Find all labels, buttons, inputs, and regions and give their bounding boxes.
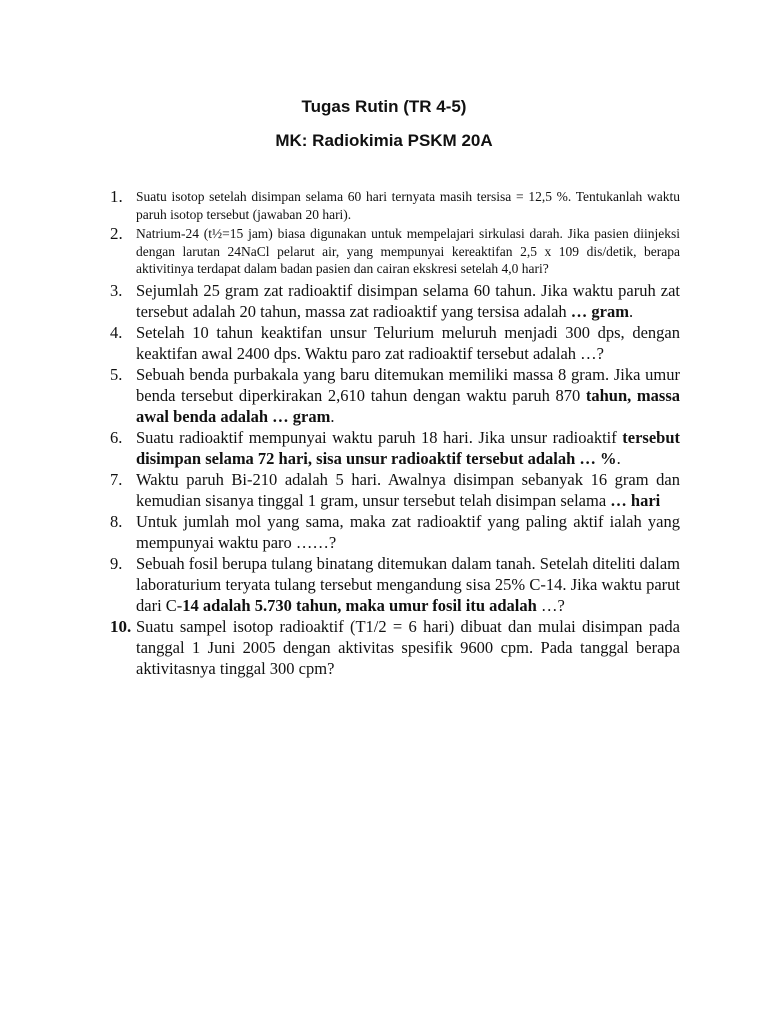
question-list <box>110 188 680 679</box>
item-text: Suatu isotop setelah disimpan selama 60 hari ternyata masih tersisa = 12,5 %. Tentukanlah waktu paruh isotop tersebut (jawaban 20 hari). <box>136 189 680 222</box>
item-text-bold: 14 adalah 5.730 tahun, maka umur fosil itu adalah <box>182 595 537 615</box>
item-text-bold: tahun, massa awal benda adalah … gram <box>136 385 681 426</box>
list-item <box>110 280 680 322</box>
item-text: Suatu sampel isotop radioaktif (T1/2 = 6 hari) dibuat dan mulai disimpan pada tanggal 1 Juni 2005 dengan aktivitas spesifik 9600 cpm. Pada tanggal berapa aktivitasnya tinggal 300 cpm? <box>136 616 680 678</box>
item-text: Sebuah benda purbakala yang baru ditemukan memiliki massa 8 gram. Jika umur benda tersebut diperkirakan 2,610 tahun dengan waktu paruh 870 <box>136 364 680 405</box>
item-text-bold: … gram <box>570 301 629 321</box>
document-title: Tugas Rutin (TR 4-5) <box>301 97 467 116</box>
list-item <box>110 188 680 223</box>
list-item <box>110 225 680 278</box>
item-number: 4. <box>110 322 123 342</box>
list-item <box>110 616 680 679</box>
list-item <box>110 511 680 553</box>
item-text: Natrium-24 (t½=15 jam) biasa digunakan untuk mempelajari sirkulasi darah. Jika pasien diinjeksi dengan larutan 24NaCl pelarut air, yang mempunyai kereaktifan 2,5 x 109 dis/detik, berapa aktivitinya terdapat dalam badan pasien dan cairan ekskresi setelah 4,0 hari? <box>136 226 680 276</box>
list-item <box>110 322 680 364</box>
item-text: Suatu radioaktif mempunyai waktu paruh 18 hari. Jika unsur radioaktif <box>136 427 617 447</box>
item-number: 9. <box>110 553 123 573</box>
list-item <box>110 553 680 616</box>
item-number: 5. <box>110 364 123 384</box>
item-text-tail: …? <box>536 595 565 615</box>
item-number: 10. <box>110 616 132 636</box>
list-item <box>110 427 680 469</box>
item-text-tail: . <box>330 406 335 426</box>
list-item <box>110 469 680 511</box>
item-number: 1. <box>110 187 123 206</box>
item-number: 7. <box>110 469 123 489</box>
course-title: MK: Radiokimia PSKM 20A <box>275 131 493 150</box>
item-number: 8. <box>110 511 123 531</box>
item-text-bold: … hari <box>610 490 661 510</box>
item-number: 2. <box>110 224 123 243</box>
item-text: Waktu paruh Bi-210 adalah 5 hari. Awalnya disimpan sebanyak 16 gram dan kemudian sisanya tinggal 1 gram, unsur tersebut telah disimpan selama <box>136 469 680 510</box>
item-text: Untuk jumlah mol yang sama, maka zat radioaktif yang paling aktif ialah yang mempunyai waktu paro ……? <box>136 511 680 552</box>
item-text: Setelah 10 tahun keaktifan unsur Telurium meluruh menjadi 300 dps, dengan keaktifan awal 2400 dps. Waktu paro zat radioaktif tersebut adalah …? <box>136 322 680 363</box>
item-number: 3. <box>110 280 123 300</box>
item-text-tail: . <box>616 448 621 468</box>
item-text: Sebuah fosil berupa tulang binatang ditemukan dalam tanah. Setelah diteliti dalam laboraturium teryata tulang tersebut mengandung sisa 25% C-14. Jika waktu parut dari C- <box>136 553 680 615</box>
item-text-tail: . <box>629 301 634 321</box>
item-number: 6. <box>110 427 123 447</box>
item-text-bold: tersebut disimpan selama 72 hari, sisa unsur radioaktif tersebut adalah … % <box>136 427 680 468</box>
list-item <box>110 364 680 427</box>
item-text: Sejumlah 25 gram zat radioaktif disimpan selama 60 tahun. Jika waktu paruh zat tersebut adalah 20 tahun, massa zat radioaktif yang tersisa adalah <box>136 280 680 321</box>
